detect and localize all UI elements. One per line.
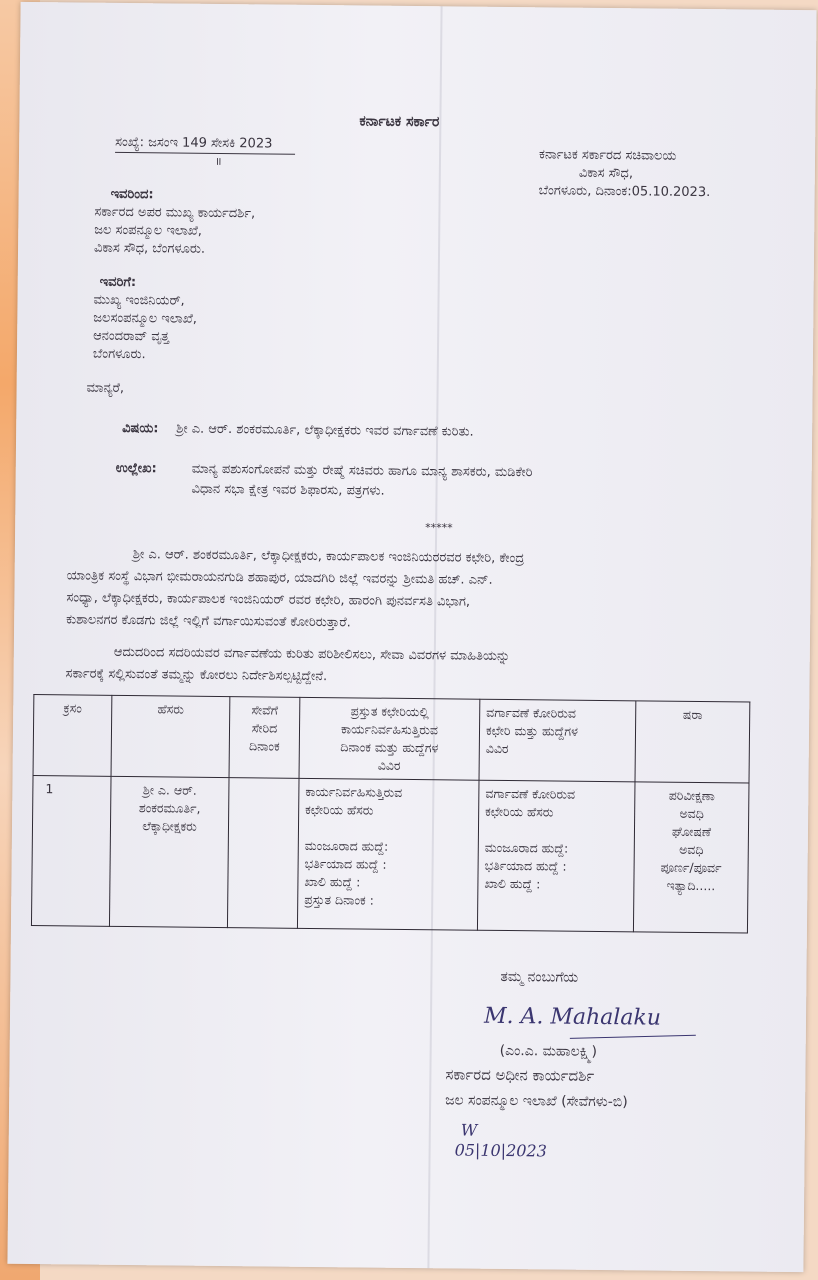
para1-line-4: ಕುಶಾಲನಗರ ಕೊಡಗು ಜಿಲ್ಲೆ ಇಲ್ಲಿಗೆ ವರ್ಗಾಯಿಸುವಂತೆ ಕೋರಿರುತ್ತಾರೆ. (66, 612, 351, 631)
salutation: ಮಾನ್ಯರೆ, (86, 380, 125, 396)
reference-line-1: ಮಾನ್ಯ ಪಶುಸಂಗೋಪನೆ ಮತ್ತು ರೇಷ್ಮೆ ಸಚಿವರು ಹಾಗೂ ಮಾನ್ಯ ಶಾಸಕರು, ಮಡಿಕೇರಿ (191, 461, 533, 481)
separator: ***** (425, 521, 453, 535)
reference-number: ಸಂಖ್ಯೆ: ಜಸಂಇ 149 ಸೇಸಕಿ 2023 (115, 134, 273, 152)
signatory-name: (ಎಂ.ಎ. ಮಹಾಲಕ್ಷ್ಮಿ) (499, 1042, 598, 1060)
para1-line-2: ಯಾಂತ್ರಿಕ ಸಂಸ್ಥೆ ವಿಭಾಗ ಭೀಮರಾಯನಗುಡಿ ಶಹಾಪುರ, ಯಾದಗಿರಿ ಜಿಲ್ಲೆ ಇವರನ್ನು ಶ್ರೀಮತಿ ಹಚ್. ಎನ್. (66, 568, 493, 588)
table-header-row (33, 695, 750, 783)
paper-fold (427, 6, 442, 1268)
cell-name: ಶ್ರೀ ಎ. ಆರ್. ಶಂಕರಮೂರ್ತಿ, ಲೆಕ್ಕಾಧೀಕ್ಷಕರು (109, 776, 229, 927)
service-details-table (31, 694, 750, 933)
para1-line-1: ಶ್ರೀ ಎ. ಆರ್. ಶಂಕರಮೂರ್ತಿ, ಲೆಕ್ಕಾಧೀಕ್ಷಕರು, ಕಾರ್ಯಪಾಲಕ ಇಂಜಿನಿಯರರವರ ಕಛೇರಿ, ಕೇಂದ್ರ (132, 547, 525, 567)
cell-remarks: ಪರಿವೀಕ್ಷಣಾ ಅವಧಿ ಘೋಷಣೆ ಅವಧಿ ಪೂರ್ಣ/ಪೂರ್ವ ಇತ್ಯಾದಿ..... (633, 782, 749, 933)
header-requested-office: ವರ್ಗಾವಣೆ ಕೋರಿರುವ ಕಛೇರಿ ಮತ್ತು ಹುದ್ದೆಗಳ ವಿವಿರ (479, 699, 636, 782)
office-date-line: ಬೆಂಗಳೂರು, ದಿನಾಂಕ:05.10.2023. (538, 183, 711, 201)
para2-line-1: ಆದುದರಿಂದ ಸದರಿಯವರ ವರ್ಗಾವಣೆಯ ಕುರಿತು ಪರಿಶೀಲಿಸಲು, ಸೇವಾ ವಿವರಗಳ ಮಾಹಿತಿಯನ್ನು (113, 644, 511, 665)
header-name: ಹೆಸರು (111, 695, 230, 777)
office-line-2: ವಿಕಾಸ ಸೌಧ, (578, 165, 634, 182)
signatory-designation: ಸರ್ಕಾರದ ಅಧೀನ ಕಾರ್ಯದರ್ಶಿ (445, 1065, 595, 1085)
closing-yours: ತಮ್ಮ ನಂಬುಗೆಯ (500, 968, 579, 986)
letter-heading: ಕರ್ನಾಟಕ ಸರ್ಕಾರ (359, 113, 440, 131)
subject-text: ಶ್ರೀ ಎ. ಆರ್. ಶಂಕರಮೂರ್ತಿ, ಲೆಕ್ಕಾಧೀಕ್ಷಕರು ಇವರ ವರ್ಗಾವಣೆ ಕುರಿತು. (176, 421, 474, 440)
reference-mark: ॥ (214, 154, 222, 168)
header-current-office: ಪ್ರಸ್ತುತ ಕಛೇರಿಯಲ್ಲಿ ಕಾರ್ಯನಿರ್ವಹಿಸುತ್ತಿರುವ ದಿನಾಂಕ ಮತ್ತು ಹುದ್ದೆಗಳ ವಿವಿರ (299, 697, 480, 780)
reference-label: ಉಲ್ಲೇಖ: (115, 460, 157, 477)
letter-sheet (7, 2, 816, 1272)
cell-requested-office: ವರ್ಗಾವಣೆ ಕೋರಿರುವ ಕಛೇರಿಯ ಹೆಸರು ಮಂಜೂರಾದ ಹುದ್ದೆ: ಭರ್ತಿಯಾದ ಹುದ್ದೆ : ಖಾಲಿ ಹುದ್ದೆ : (477, 780, 635, 932)
signatory-department: ಜಲ ಸಂಪನ್ಮೂಲ ಇಲಾಖೆ (ಸೇವೆಗಳು-ಬಿ) (445, 1092, 628, 1111)
header-remarks: ಷರಾ (635, 701, 750, 783)
subject-label: ವಿಷಯ: (122, 420, 159, 437)
cell-joined (227, 778, 299, 929)
table-row (31, 776, 749, 933)
to-line-4: ಬೆಂಗಳೂರು. (92, 346, 146, 363)
reference-line-2: ವಿಧಾನ ಸಭಾ ಕ್ಷೇತ್ರ ಇವರ ಶಿಫಾರಸು, ಪತ್ರಗಳು. (191, 481, 385, 499)
para1-line-3: ಸಂಧ್ಯಾ, ಲೆಕ್ಕಾಧೀಕ್ಷಕರು, ಕಾರ್ಯಪಾಲಕ ಇಂಜಿನಿಯರ್ ರವರ ಕಛೇರಿ, ಹಾರಂಗಿ ಪುನರ್ವಸತಿ ವಿಭಾಗ, (66, 590, 471, 610)
from-line-1: ಸರ್ಕಾರದ ಅಪರ ಮುಖ್ಯ ಕಾರ್ಯದರ್ಶಿ, (94, 204, 256, 222)
office-line-1: ಕರ್ನಾಟಕ ಸರ್ಕಾರದ ಸಚಿವಾಲಯ (538, 147, 677, 164)
to-line-3: ಆನಂದರಾವ್ ವೃತ್ತ (93, 328, 170, 345)
to-line-1: ಮುಖ್ಯ ಇಂಜಿನಿಯರ್, (93, 292, 185, 309)
signature: M. A. Mahalaku (483, 1003, 662, 1031)
to-line-2: ಜಲಸಂಪನ್ಮೂಲ ಇಲಾಖೆ, (93, 310, 197, 327)
header-sl: ಕ್ರಸಂ (33, 695, 112, 777)
from-line-2: ಜಲ ಸಂಪನ್ಮೂಲ ಇಲಾಖೆ, (94, 222, 203, 239)
to-label: ಇವರಿಗೆ: (99, 274, 137, 291)
cell-current-office: ಕಾರ್ಯನಿರ್ವಹಿಸುತ್ತಿರುವ ಕಛೇರಿಯ ಹೆಸರು ಮಂಜೂರಾದ ಹುದ್ದೆ: ಭರ್ತಿಯಾದ ಹುದ್ದೆ : ಖಾಲಿ ಹುದ್ದೆ : ಪ್ರಸ್ತುತ ದಿನಾಂಕ : (297, 778, 479, 930)
initials: W (460, 1120, 478, 1140)
signature-stroke (570, 1035, 696, 1039)
from-label: ಇವರಿಂದ: (110, 186, 154, 203)
from-line-3: ವಿಕಾಸ ಸೌಧ, ಬೆಂಗಳೂರು. (93, 240, 206, 257)
cell-sl: 1 (31, 776, 111, 927)
handwritten-date: 05|10|2023 (454, 1140, 547, 1161)
header-joined: ಸೇವೆಗೆ ಸೇರಿದ ದಿನಾಂಕ (229, 697, 300, 779)
para2-line-2: ಸರ್ಕಾರಕ್ಕೆ ಸಲ್ಲಿಸುವಂತೆ ತಮ್ಮನ್ನು ಕೋರಲು ನಿರ್ದೇಶಿಸಲ್ಪಟ್ಟಿದ್ದೇನೆ. (65, 666, 328, 685)
